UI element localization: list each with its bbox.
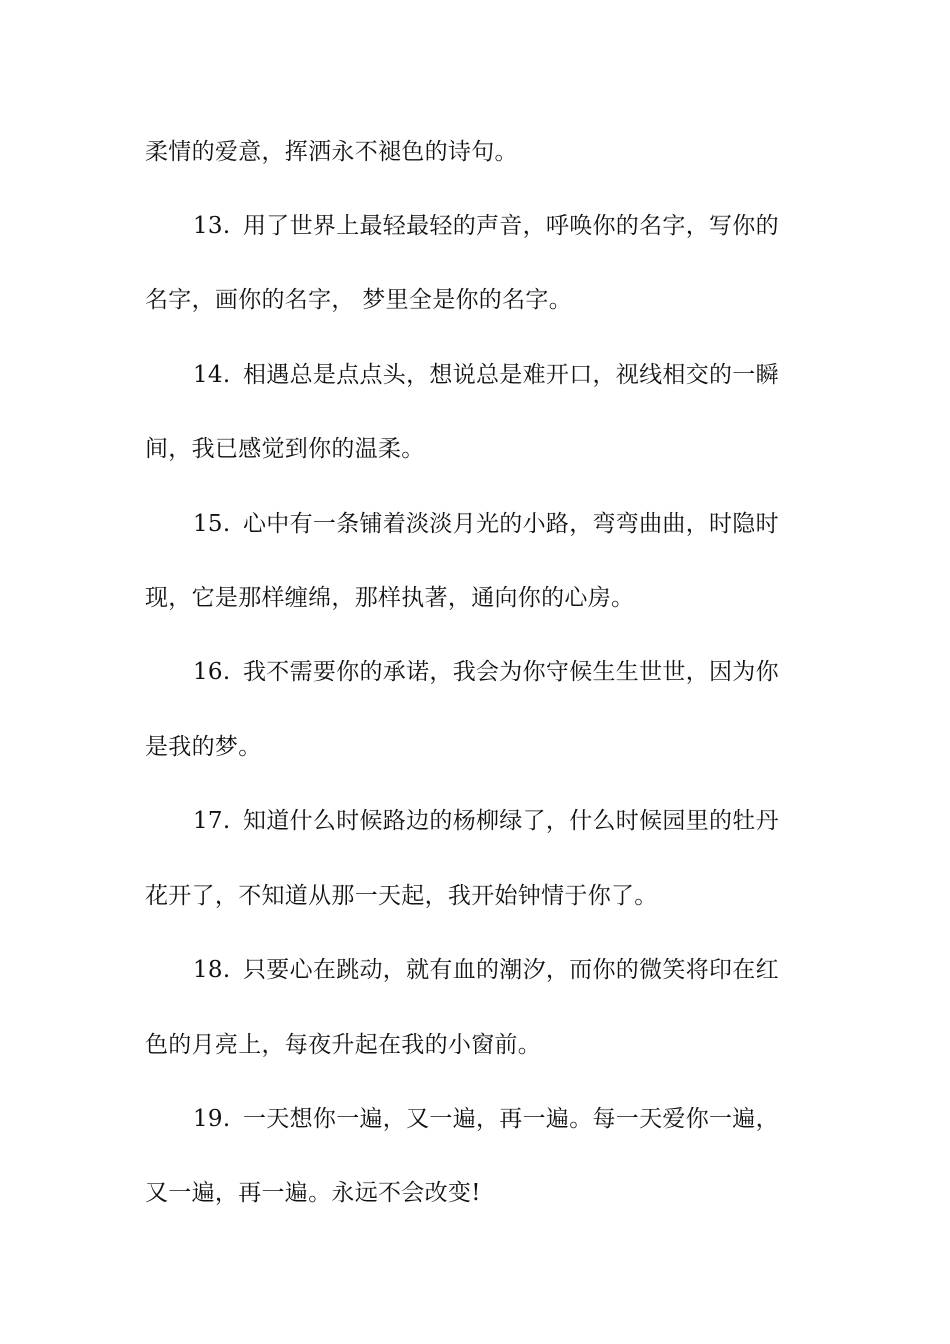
entry-13-number: 13. — [193, 213, 231, 239]
entry-18-number: 18. — [193, 957, 231, 983]
entry-18-first-line — [193, 950, 873, 990]
entry-14-first-line — [193, 355, 873, 395]
entry-14-text-1: 相遇总是点点头，想说总是难开口，视线相交的一瞬 — [243, 362, 779, 388]
entry-17-first-line — [193, 801, 873, 841]
entry-19-text-1: 一天想你一遍，又一遍，再一遍。每一天爱你一遍， — [243, 1106, 779, 1132]
entry-19-number: 19. — [193, 1106, 231, 1132]
entry-14-second-line: 间，我已感觉到你的温柔。 — [145, 436, 425, 462]
entry-19-first-line — [193, 1099, 873, 1139]
entry-16-text-1: 我不需要你的承诺，我会为你守候生生世世，因为你 — [243, 659, 779, 685]
entry-14-number: 14. — [193, 362, 231, 388]
entry-16-second-line: 是我的梦。 — [145, 734, 262, 760]
entry-19-second-line: 又一遍，再一遍。永远不会改变! — [145, 1180, 481, 1206]
entry-18-second-line: 色的月亮上，每夜升起在我的小窗前。 — [145, 1032, 542, 1058]
entry-17-number: 17. — [193, 808, 231, 834]
entry-13-text-1: 用了世界上最轻最轻的声音，呼唤你的名字，写你的 — [243, 213, 779, 239]
entry-13-second-line: 名字，画你的名字， 梦里全是你的名字。 — [145, 287, 573, 313]
entry-18-text-1: 只要心在跳动，就有血的潮汐，而你的微笑将印在红 — [243, 957, 779, 983]
continuation-line: 柔情的爱意，挥洒永不褪色的诗句。 — [145, 139, 518, 165]
entry-15-number: 15. — [193, 511, 231, 537]
entry-13-first-line — [193, 206, 873, 246]
entry-17-text-1: 知道什么时候路边的杨柳绿了，什么时候园里的牡丹 — [243, 808, 779, 834]
entry-15-text-1: 心中有一条铺着淡淡月光的小路，弯弯曲曲，时隐时 — [243, 511, 779, 537]
entry-15-second-line: 现，它是那样缠绵，那样执著，通向你的心房。 — [145, 585, 635, 611]
entry-16-first-line — [193, 652, 873, 692]
entry-17-second-line: 花开了，不知道从那一天起，我开始钟情于你了。 — [145, 883, 658, 909]
entry-16-number: 16. — [193, 659, 231, 685]
entry-15-first-line — [193, 504, 873, 544]
